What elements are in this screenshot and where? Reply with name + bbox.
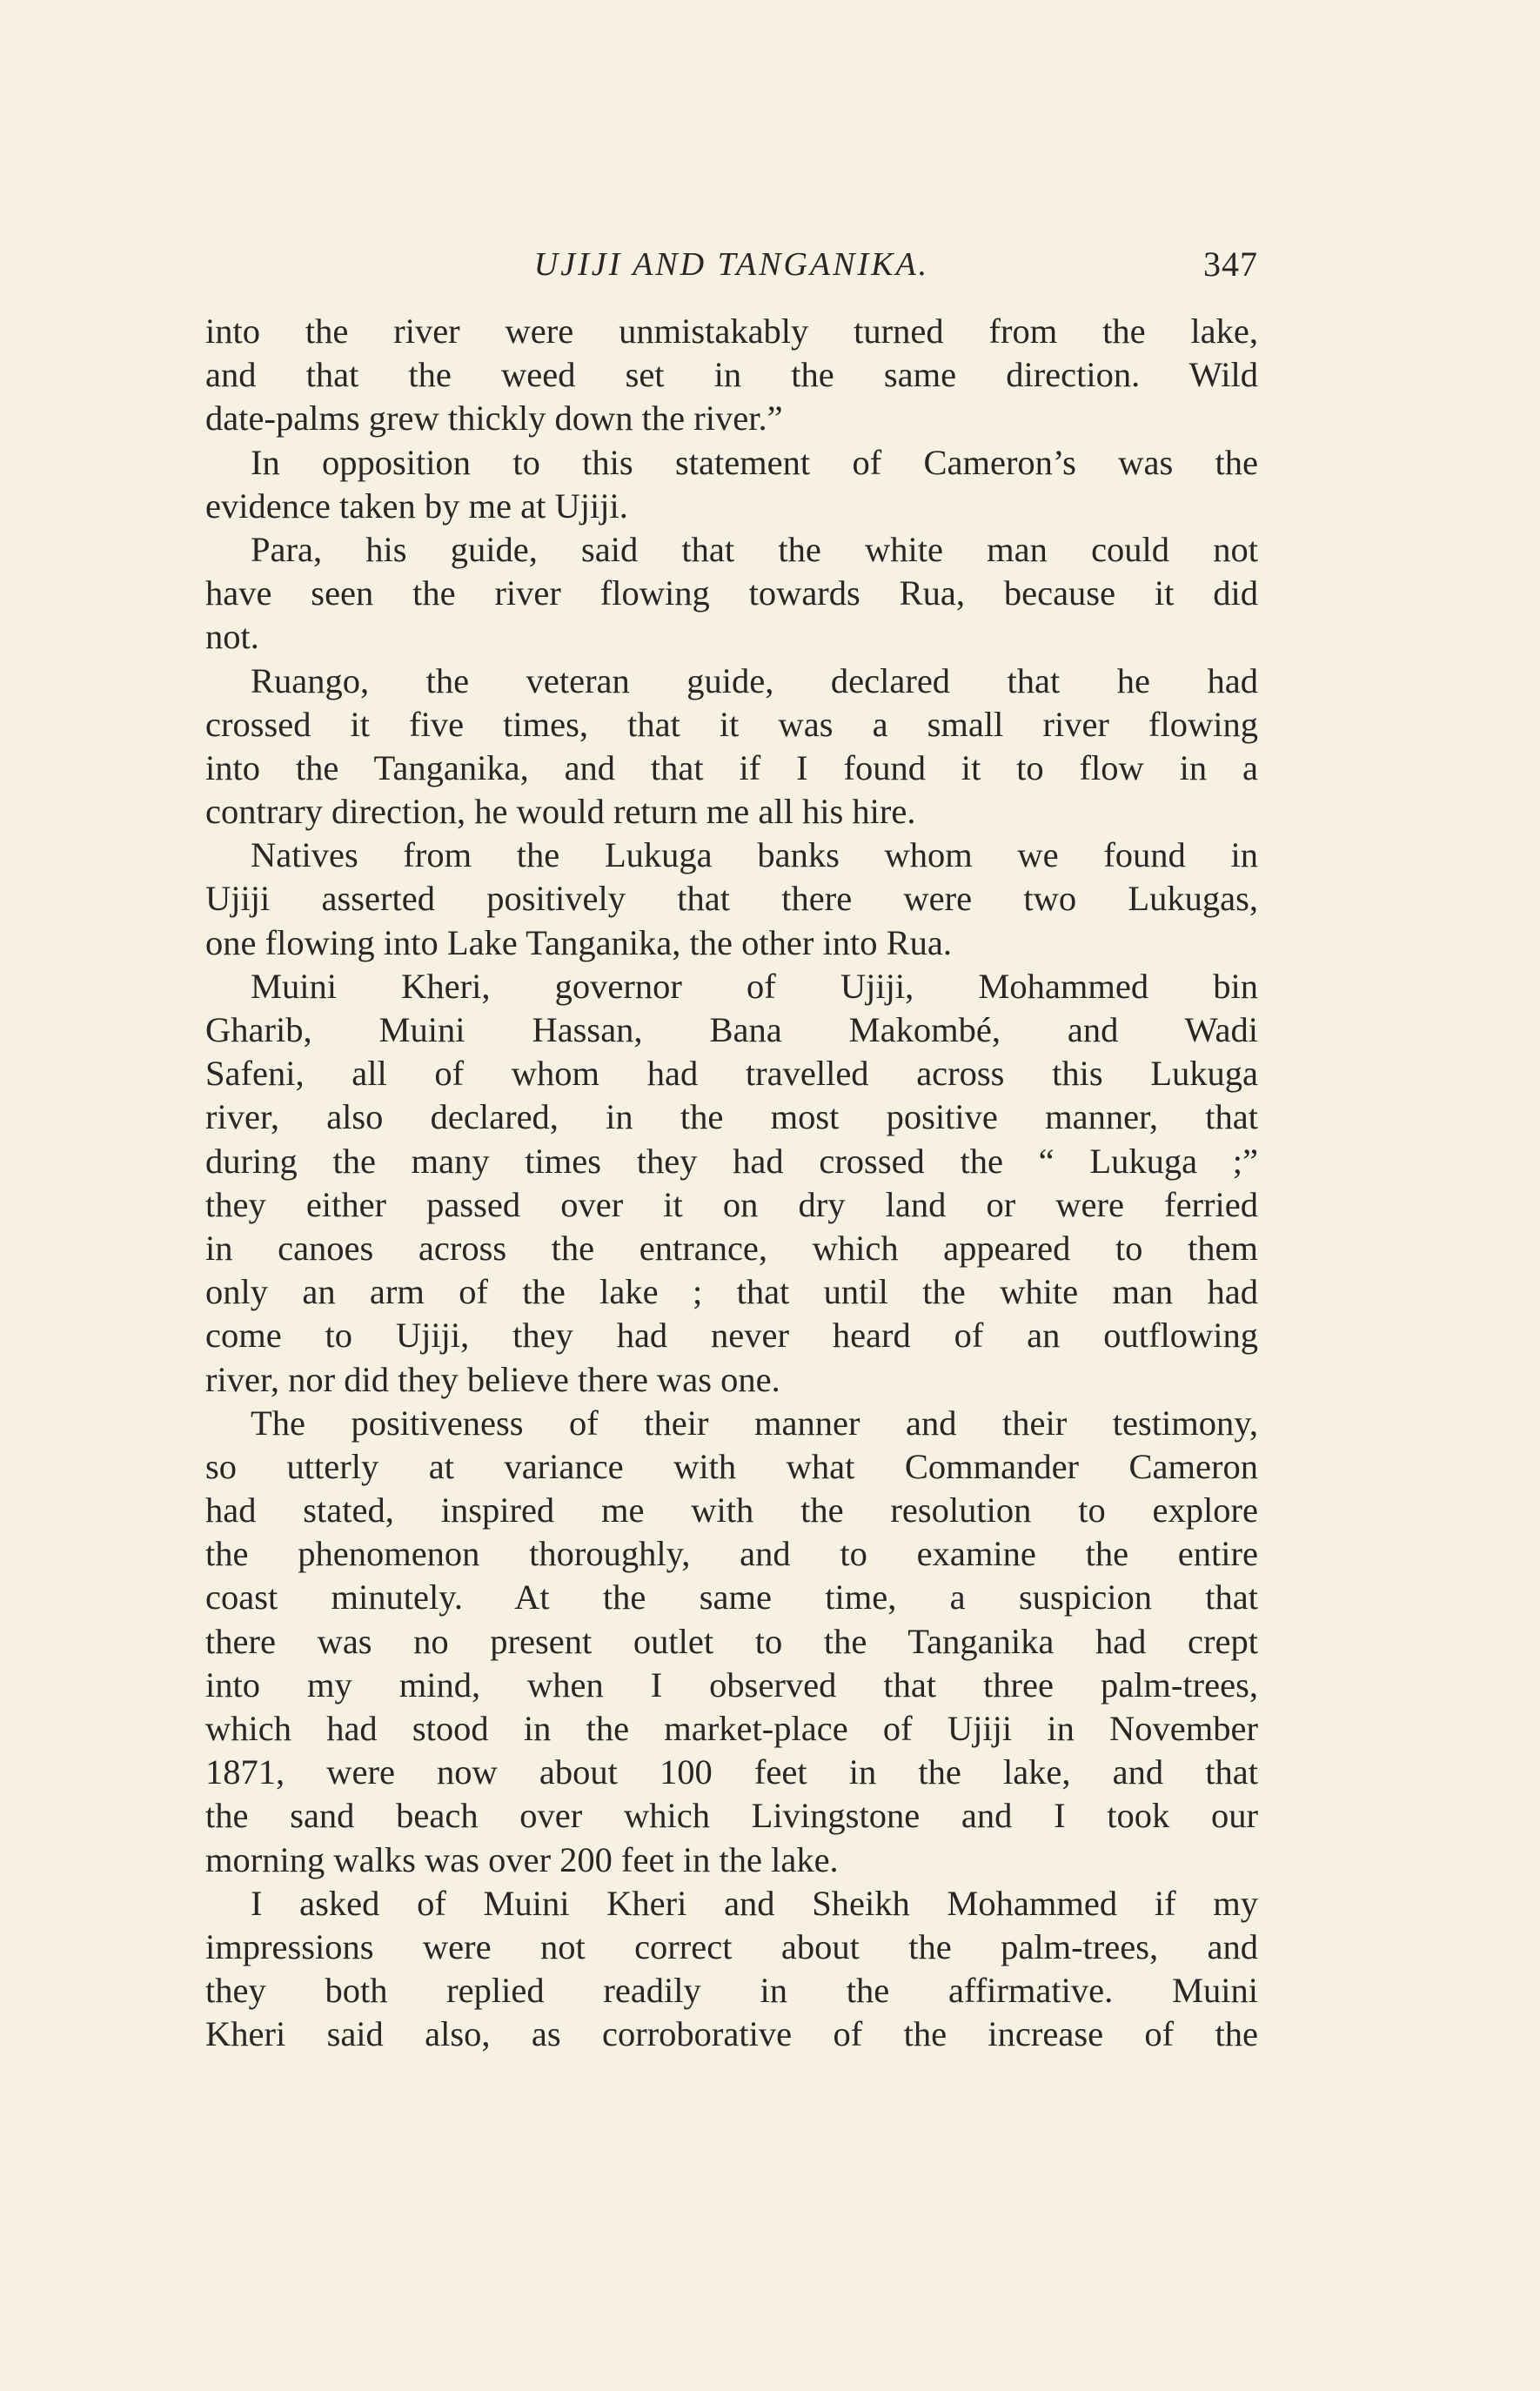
text-line: only an arm of the lake ; that until the white man had — [205, 1272, 1258, 1312]
text-line: Para, his guide, said that the white man could not — [251, 529, 1258, 569]
text-line: into the Tanganika, and that if I found it to flow in a — [205, 747, 1258, 787]
text-line: during the many times they had crossed the “ Lukuga ;” — [205, 1141, 1258, 1181]
running-title: UJIJI AND TANGANIKA. — [533, 246, 930, 283]
text-line: coast minutely. At the same time, a suspicion that — [205, 1577, 1258, 1617]
text-line: had stated, inspired me with the resolution to explore — [205, 1490, 1258, 1530]
text-line: evidence taken by me at Ujiji. — [205, 486, 628, 526]
text-line: Ruango, the veteran guide, declared that he had — [251, 660, 1258, 700]
text-line: which had stood in the market-place of Ujiji in November — [205, 1709, 1258, 1748]
text-line: morning walks was over 200 feet in the lake. — [205, 1839, 839, 1879]
text-line: river, also declared, in the most positive manner, that — [205, 1097, 1258, 1137]
body-text — [205, 310, 1258, 2057]
text-line: and that the weed set in the same direction. Wild — [205, 355, 1258, 395]
text-line: into my mind, when I observed that three palm-trees, — [205, 1664, 1258, 1705]
text-line: so utterly at variance with what Commander Cameron — [205, 1446, 1258, 1486]
text-line: in canoes across the entrance, which appeared to them — [205, 1228, 1258, 1268]
text-line: Muini Kheri, governor of Ujiji, Mohammed bin — [251, 966, 1258, 1006]
text-line: not. — [205, 617, 259, 657]
text-line: contrary direction, he would return me all his hire. — [205, 792, 916, 832]
text-line: come to Ujiji, they had never heard of an outflowing — [205, 1316, 1258, 1356]
text-line: In opposition to this statement of Cameron’s was the — [251, 442, 1258, 482]
text-line: Gharib, Muini Hassan, Bana Makombé, and Wadi — [205, 1010, 1258, 1049]
running-head — [205, 242, 1258, 294]
text-line: the phenomenon thoroughly, and to examine the entire — [205, 1534, 1258, 1574]
text-line: Safeni, all of whom had travelled across this Lukuga — [205, 1054, 1258, 1094]
text-line: they both replied readily in the affirmative. Muini — [205, 1971, 1258, 2011]
text-line: the sand beach over which Livingstone and I took our — [205, 1796, 1258, 1836]
text-line: date-palms grew thickly down the river.” — [205, 398, 783, 439]
text-line: 1871, were now about 100 feet in the lake, and that — [205, 1752, 1258, 1792]
page-number: 347 — [1203, 244, 1258, 284]
text-line: they either passed over it on dry land or were ferried — [205, 1184, 1258, 1224]
text-line: The positiveness of their manner and their testimony, — [251, 1403, 1258, 1443]
text-line: into the river were unmistakably turned from the lake, — [205, 311, 1258, 351]
text-line: crossed it five times, that it was a small river flowing — [205, 704, 1258, 744]
text-line: one flowing into Lake Tanganika, the other into Rua. — [205, 922, 952, 962]
text-line: river, nor did they believe there was one. — [205, 1359, 780, 1399]
text-line: I asked of Muini Kheri and Sheikh Mohammed if my — [251, 1883, 1258, 1923]
text-line: Natives from the Lukuga banks whom we found in — [251, 835, 1258, 875]
text-line: have seen the river flowing towards Rua, because it did — [205, 573, 1258, 613]
text-line: Ujiji asserted positively that there were two Lukugas, — [205, 879, 1258, 919]
text-line: Kheri said also, as corroborative of the increase of the — [205, 2014, 1258, 2054]
text-line: there was no present outlet to the Tanganika had crept — [205, 1621, 1258, 1661]
text-line: impressions were not correct about the palm-trees, and — [205, 1926, 1258, 1966]
